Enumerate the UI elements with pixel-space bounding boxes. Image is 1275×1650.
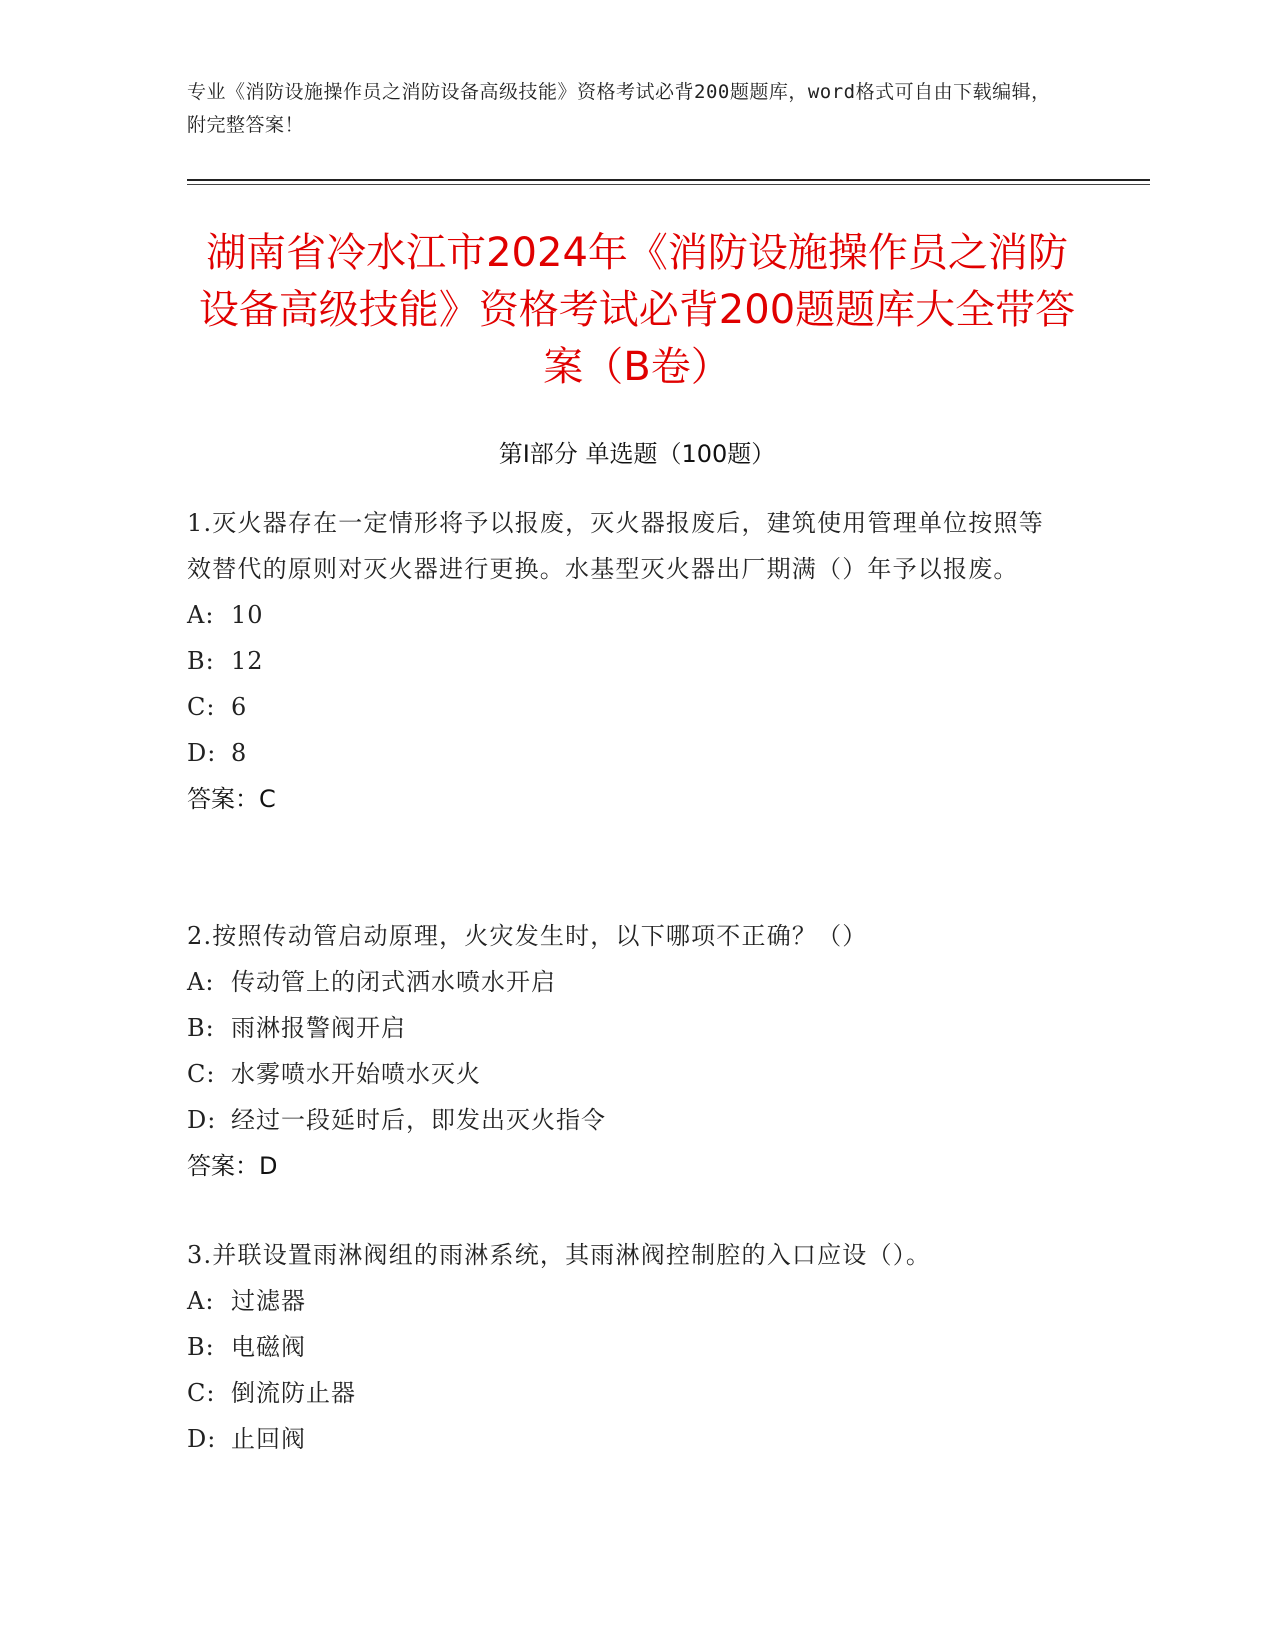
document-title: 湖南省冷水江市2024年《消防设施操作员之消防设备高级技能》资格考试必背200题题库大全带答案（B卷）: [198, 230, 1076, 390]
option-text: 传动管上的闭式洒水喷水开启: [231, 968, 556, 996]
option-text: 10: [231, 601, 264, 629]
option-b: [187, 1005, 1067, 1051]
header-rule-thin: [187, 184, 1150, 185]
option-key: C:: [187, 1379, 216, 1407]
option-text: 倒流防止器: [231, 1379, 356, 1407]
question-stem: 2.按照传动管启动原理，火灾发生时，以下哪项不正确？（）: [187, 922, 868, 950]
option-text: 8: [231, 739, 248, 767]
header-note: 专业《消防设施操作员之消防设备高级技能》资格考试必背200题题库，word格式可自由下载编辑，附完整答案！: [187, 81, 1051, 136]
answer: 答案：D: [187, 1152, 278, 1180]
section-title: 第I部分 单选题（100题）: [498, 440, 776, 468]
question-1: [187, 500, 1067, 822]
option-text: 经过一段延时后，即发出灭火指令: [231, 1106, 606, 1134]
option-c: [187, 1051, 1067, 1097]
option-d: [187, 730, 1067, 776]
option-c: [187, 1370, 1067, 1416]
option-d: [187, 1416, 1067, 1462]
option-text: 过滤器: [231, 1287, 306, 1315]
option-key: A:: [187, 968, 215, 996]
option-key: B:: [187, 647, 215, 675]
question-2: [187, 913, 1067, 1189]
option-text: 水雾喷水开始喷水灭火: [231, 1060, 481, 1088]
question-stem: 3.并联设置雨淋阀组的雨淋系统，其雨淋阀控制腔的入口应设（）。: [187, 1241, 932, 1269]
option-key: B:: [187, 1014, 215, 1042]
option-key: C:: [187, 693, 216, 721]
option-a: [187, 1278, 1067, 1324]
option-c: [187, 684, 1067, 730]
option-key: A:: [187, 601, 215, 629]
answer: 答案：C: [187, 785, 276, 813]
option-b: [187, 638, 1067, 684]
option-key: D:: [187, 1106, 217, 1134]
option-text: 6: [231, 693, 248, 721]
option-text: 雨淋报警阀开启: [231, 1014, 406, 1042]
option-key: D:: [187, 739, 217, 767]
option-text: 止回阀: [231, 1425, 306, 1453]
option-a: [187, 592, 1067, 638]
option-key: C:: [187, 1060, 216, 1088]
option-a: [187, 959, 1067, 1005]
option-key: B:: [187, 1333, 215, 1361]
header-rule-thick: [187, 179, 1150, 181]
question-stem: 1.灭火器存在一定情形将予以报废，灭火器报废后，建筑使用管理单位按照等效替代的原则对灭火器进行更换。水基型灭火器出厂期满（）年予以报废。: [187, 509, 1044, 583]
option-d: [187, 1097, 1067, 1143]
option-text: 电磁阀: [231, 1333, 306, 1361]
option-key: D:: [187, 1425, 217, 1453]
option-b: [187, 1324, 1067, 1370]
question-3: [187, 1232, 1067, 1462]
option-key: A:: [187, 1287, 215, 1315]
option-text: 12: [231, 647, 264, 675]
